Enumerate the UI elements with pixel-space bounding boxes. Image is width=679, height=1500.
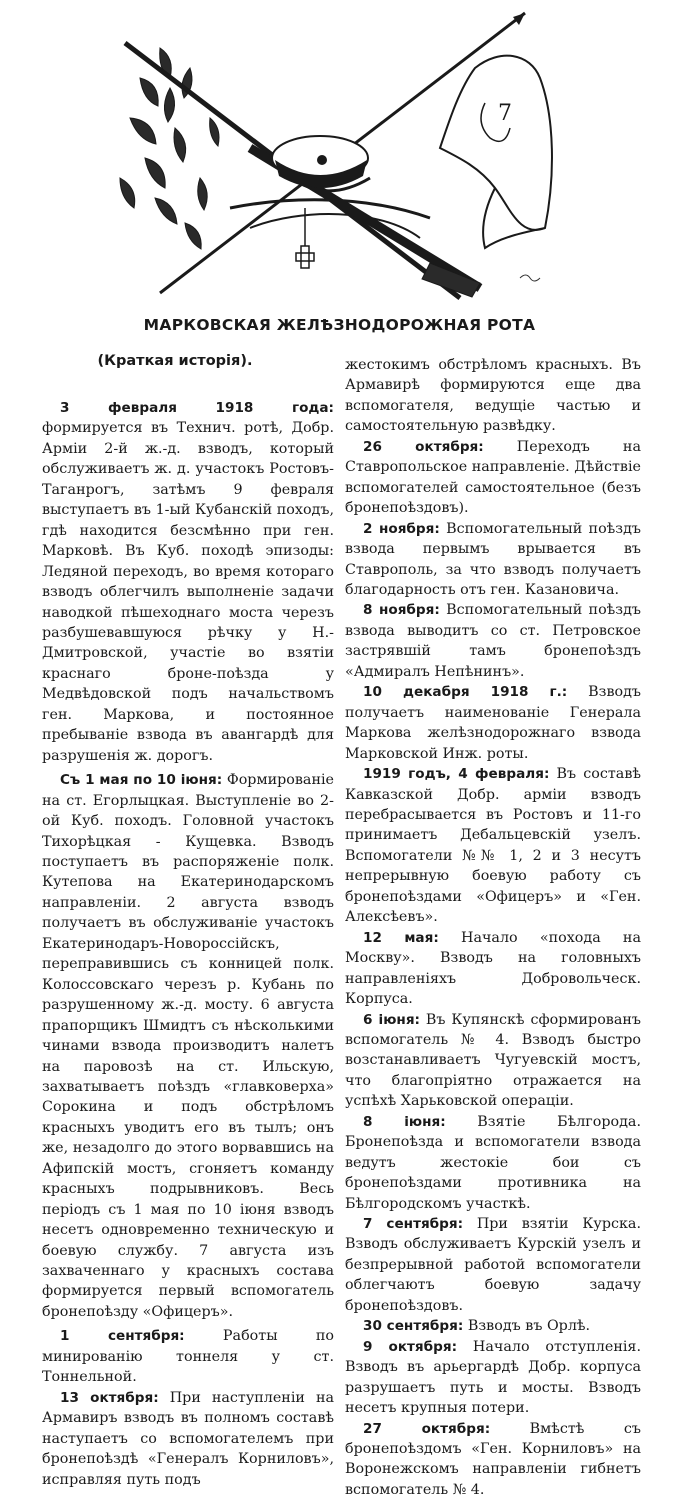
paragraph-text: жестокимъ обстрѣломъ красныхъ. Въ Армавирѣ формируются еще два вспомогателя, ведущіе частью и самостоятельную развѣдку. [345,357,641,435]
paragraph [42,770,334,1322]
paragraph-text: Начало «похода на Москву». Взводъ на головныхъ направленіяхъ Добровольческ. Корпуса. [345,929,641,1008]
paragraph-date: 8 іюня: [363,1113,446,1130]
paragraph [345,1316,641,1336]
paragraph-text: Взятіе Бѣлгорода. Бронепоѣзда и вспомогатели взвода ведутъ жестокіе бои съ бронепоѣздами противника на Бѣлгородскомъ участкѣ. [345,1113,642,1212]
sabre-icon [230,200,430,238]
artist-mark-icon [520,275,540,281]
paragraph-text: При взятіи Курска. Взводъ обслуживаетъ Курскій узелъ и безпрерывной работой вспомогатели облегчаютъ боевую задачу бронепоѣздовъ. [345,1216,641,1314]
paragraph [345,355,641,437]
paragraph-date: 10 декабря 1918 г.: [363,684,568,701]
paragraph [345,1010,641,1112]
paragraph-date: 26 октября: [363,438,484,455]
paragraph-date: 3 февраля 1918 года: [60,400,334,416]
paragraph-date: 12 мая: [363,929,439,946]
paragraph-date: 9 октября: [363,1338,458,1355]
paragraph [345,1337,641,1419]
paragraph-text: Взводъ получаетъ наименованіе Генерала Маркова желѣзнодорожнаго взвода Марковской Инж. роты. [345,684,642,762]
left-text-column [42,398,334,1490]
paragraph [345,928,641,1010]
paragraph [345,1419,641,1500]
paragraph [345,1112,641,1214]
article-title: МАРКОВСКАЯ ЖЕЛѢЗНОДОРОЖНАЯ РОТА [143,316,536,334]
paragraph-date: 8 ноября: [363,602,440,619]
paragraph [345,1214,641,1316]
officer-cap-icon [272,136,370,191]
paragraph [345,519,641,601]
paragraph [345,600,641,682]
paragraph-text: Формированіе на ст. Егорлыцкая. Выступленіе во 2-ой Куб. походъ. Головной участокъ Тихорѣцкая - Кущевка. Взводъ поступаетъ въ распоряженіе полк. Кутепова на Екатеринодарскомъ направленіи. 2 августа взводъ получаетъ въ обслуживаніе участокъ Екатеринодаръ-Новороссійскъ, переправившись съ конницей полк. Колоссовскаго черезъ р. Кубань по разрушенному ж.-д. мосту. 6 августа прапорщикъ Шмидтъ съ нѣсколькими чинами взвода производитъ налетъ на паровозѣ на ст. Ильскую, захватываетъ поѣздъ «главковерха» Сорокина и подъ обстрѣломъ красныхъ уводитъ его въ тылъ; онъ же, незадолго до этого ворвавшись на Афипскій мостъ, сгоняетъ команду красныхъ подрывниковъ. Весь періодъ съ 1 мая по 10 іюня взводъ несетъ одновременно техническую и боевую службу. 7 августа изъ захваченнаго у красныхъ состава формируется первый вспомогатель бронепоѣзду «Офицеръ». [42,772,335,1320]
paragraph-text: Вспомогательный поѣздъ взвода выводитъ со ст. Петровское застрявшій тамъ бронепоѣздъ «Адмиралъ Непѣнинъ». [345,602,641,680]
paragraph-text: Переходъ на Ставропольское направленіе. Дѣйствіе вспомогателей самостоятельное (безъ бронепоѣздовъ). [345,438,642,517]
paragraph [345,682,641,764]
paragraph [42,1388,334,1490]
paragraph [345,437,641,519]
paragraph-text: Взводъ въ Орлѣ. [463,1318,591,1335]
paragraph-text: Вмѣстѣ съ бронепоѣздомъ «Ген. Корниловъ» на Воронежскомъ направленіи гибнетъ вспомогатель № 4. [345,1420,641,1498]
paragraph-text: Работы по минированію тоннеля у ст. Тоннельной. [42,1328,335,1386]
paragraph-date: 13 октября: [60,1389,159,1406]
paragraph-text: Начало отступленія. Взводъ въ арьергардѣ Добр. корпуса разрушаетъ путь и мосты. Взводъ несетъ крупныя потери. [345,1338,641,1417]
paragraph-date: 1 сентября: [60,1328,185,1345]
paragraph-text: Въ Купянскѣ сформированъ вспомогатель № 4. Взводъ быстро возстанавливаетъ Чугуевскій мостъ, что благопріятно отражается на успѣхѣ Харьковской операціи. [345,1011,642,1110]
paragraph-date: Съ 1 мая по 10 іюня: [60,772,223,789]
paragraph-date: 2 ноября: [363,520,440,537]
paragraph-date: 30 сентября: [363,1318,464,1335]
paragraph-text: Вспомогательный поѣздъ взвода первымъ врывается въ Ставрополь, за что взводъ получаетъ благодарность отъ ген. Казановича. [345,520,641,598]
paragraph-text: При наступленіи на Армавиръ взводъ въ полномъ составѣ наступаетъ со вспомогателемъ при бронепоѣздѣ «Генералъ Корниловъ», исправляя путь подъ [42,1389,335,1488]
paragraph [42,398,334,766]
paragraph [345,764,641,928]
article-subtitle: (Краткая исторія). [97,353,253,369]
paragraph-text: Въ составѣ Кавказской Добр. арміи взводъ перебрасывается въ Ростовъ и 11-го принимаетъ Дебальцевскій узелъ. Вспомогатели №№ 1, 2 и 3 несутъ непрерывную боевую работу съ бронепоѣздами «Офицеръ» и «Ген. Алексѣевъ». [345,766,642,926]
paragraph-text: формируется въ Технич. ротѣ, Добр. Арміи 2-й ж.-д. взводъ, который обслуживаетъ ж. д. участокъ Ростовъ-Таганрогъ, затѣмъ 9 февраля выступаетъ въ 1-ый Кубанскій походъ, гдѣ находится безсмѣнно при ген. Марковѣ. Въ Куб. походѣ эпизоды: Ледяной переходъ, во время котораго взводъ облегчилъ выполненіе задачи наводкой пѣшеходнаго моста черезъ разбушевавшуюся рѣчку у Н.-Дмитровской, участіе во взятіи краснаго броне-поѣзда у Медвѣдовской подъ начальствомъ ген. Маркова, и постоянное пребываніе взвода въ авангардѣ для разрушенія ж. дорогъ. [42,420,334,764]
paragraph-date: 6 іюня: [363,1011,420,1028]
paragraph [42,1326,334,1387]
paragraph-date: 1919 годъ, 4 февраля: [363,766,550,783]
cross-medal-icon [296,208,314,268]
right-text-column [345,355,641,1500]
paragraph-date: 7 сентября: [363,1216,464,1233]
paragraph-date: 27 октября: [363,1420,491,1437]
military-emblem-illustration [100,8,570,308]
banner-monogram: 7 [498,101,512,126]
